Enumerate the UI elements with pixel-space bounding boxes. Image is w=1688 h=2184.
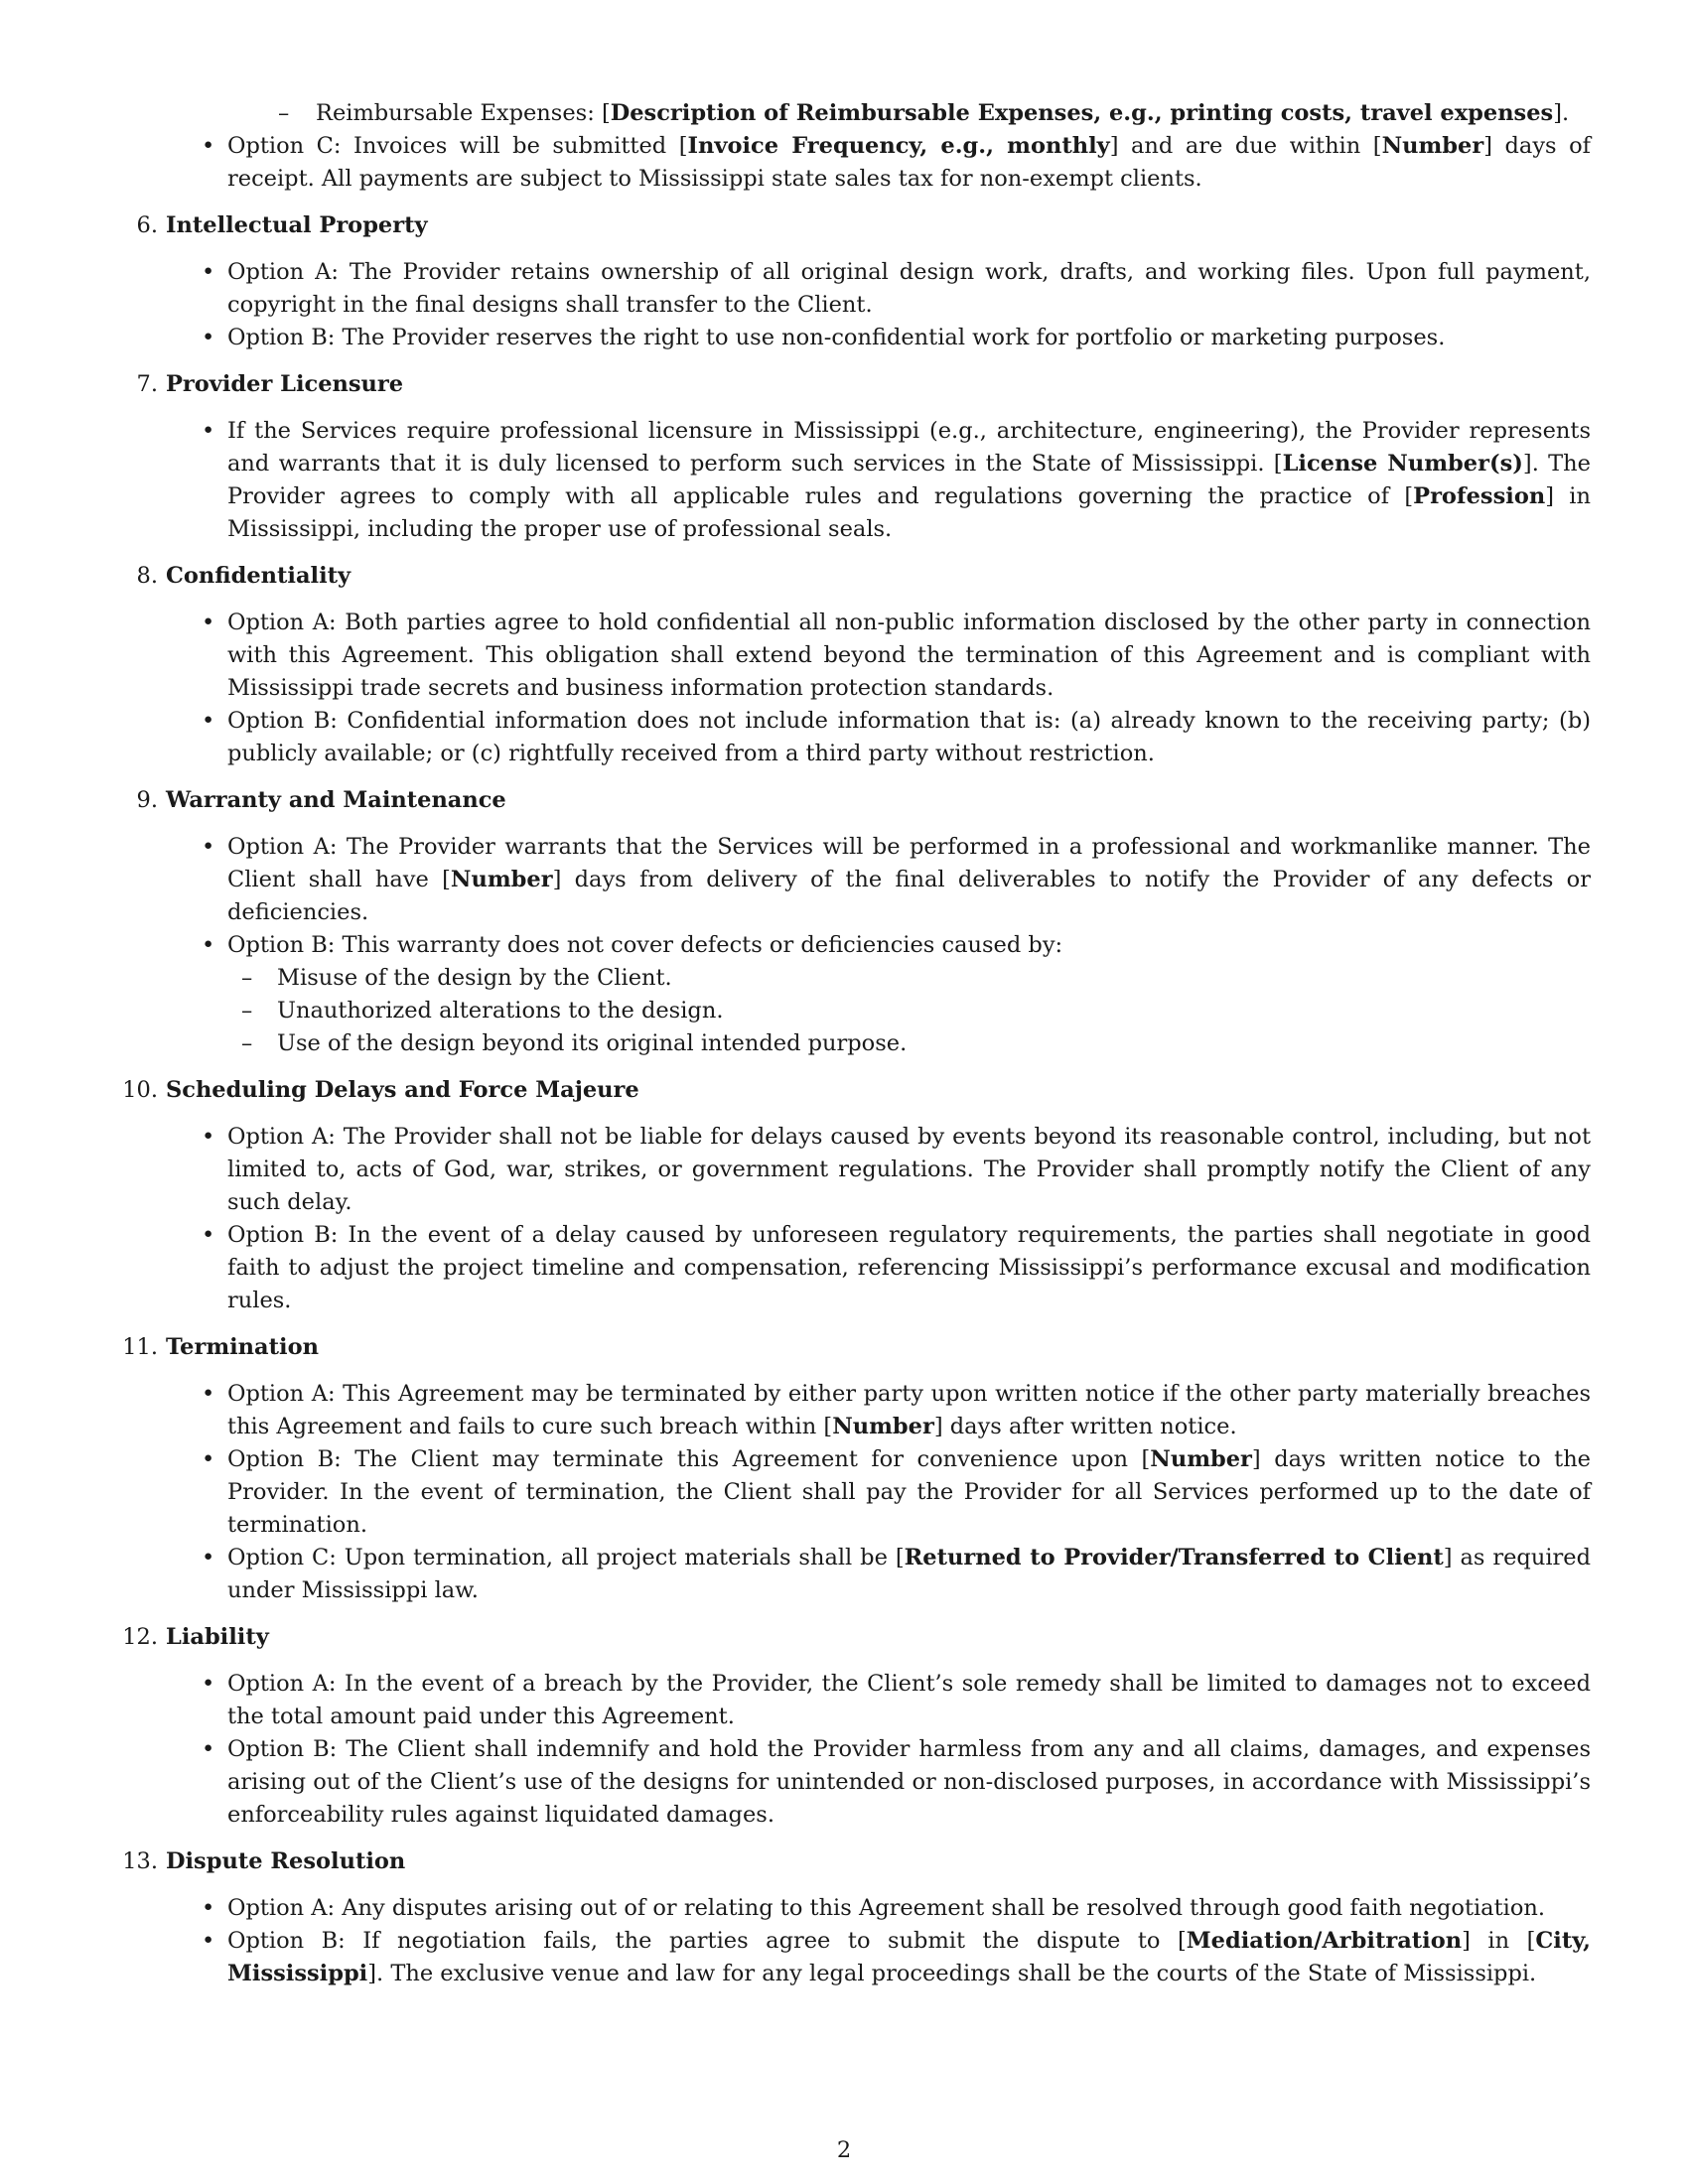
option-b: • Option B: If negotiation fails, the parties agree to submit the dispute to [Mediation/Arbitration] in [City, Mississippi]. The exclusive venue and law for any legal proceedings shall be the courts of the State of Mississippi. [202,1928,1591,1986]
option-a: • Option A: The Provider retains ownership of all original design work, drafts, and working files. Upon full payment, copyright in the final designs shall transfer to the Client. [202,259,1591,318]
section-options [166,1378,1591,1607]
option-a: • Option A: Any disputes arising out of or relating to this Agreement shall be resolved through good faith negotiation. [202,1895,1546,1921]
option-a: • Option A: The Provider warrants that the Services will be performed in a professional and workmanlike manner. The Client shall have [Number] days from delivery of the final deliverables to notify the Provider of any defects or deficiencies. [202,834,1591,925]
placeholder-number: Number [1381,133,1484,159]
option-b: • Option B: The Client shall indemnify and hold the Provider harmless from any and all claims, damages, and expenses arising out of the Client’s use of the designs for unintended or non-disclosed purposes, in accordance with Mississippi’s enforceability rules against liquidated damages. [202,1736,1591,1828]
section-title: Dispute Resolution [166,1848,406,1874]
list-item: – Use of the design beyond its original intended purpose. [241,1030,908,1056]
section-heading [122,1331,1591,1364]
section-options [166,831,1591,1060]
option-b: • Option B: The Client may terminate this Agreement for convenience upon [Number] days written notice to the Provider. In the event of termination, the Client shall pay the Provider for all Services performed up to the date of termination. [202,1446,1591,1538]
section-options [166,1892,1591,1990]
section-heading [136,368,1591,401]
section-title: Liability [166,1624,269,1650]
bullet-marker: • [202,133,215,159]
section-title: Warranty and Maintenance [166,787,506,813]
section-heading [136,560,1591,593]
section-options [166,1668,1591,1832]
section-options [166,1121,1591,1317]
section-heading [122,1621,1591,1654]
payment-options-list [166,130,1591,196]
section-number: 10. [122,1077,158,1103]
section-intellectual-property [136,209,1591,354]
section-scheduling-delays [122,1074,1591,1317]
placeholder-profession: Profession [1413,483,1546,509]
page-number: 2 [836,2137,852,2163]
placeholder-reimbursable-expenses: Description of Reimbursable Expenses, e.g., printing costs, travel expenses [610,100,1554,126]
option-c: • Option C: Upon termination, all project materials shall be [Returned to Provider/Transferred to Client] as required under Mississippi law. [202,1545,1591,1603]
section-title: Confidentiality [166,563,352,589]
section-number: 11. [122,1334,158,1360]
section-confidentiality [136,560,1591,770]
section-number: 13. [122,1848,158,1874]
section-liability [122,1621,1591,1832]
option-a: • Option A: This Agreement may be terminated by either party upon written notice if the other party materially breaches this Agreement and fails to cure such breach within [Number] days after written notice. [202,1381,1591,1439]
reimbursable-expenses-item: – Reimbursable Expenses: [Description of Reimbursable Expenses, e.g., printing costs, travel expenses]. [278,97,1591,130]
section-options [166,607,1591,770]
warranty-exclusions-list [227,962,1591,1060]
section-provider-licensure [136,368,1591,546]
section-number: 9. [136,787,158,813]
option-a: • Option A: The Provider shall not be liable for delays caused by events beyond its reasonable control, including, but not limited to, acts of God, war, strikes, or government regulations. The Provider shall promptly notify the Client of any such delay. [202,1124,1591,1215]
section-heading [122,1845,1591,1878]
section-options [166,415,1591,546]
section-title: Termination [166,1334,319,1360]
section-heading [136,209,1591,242]
document-body [122,97,1591,1990]
placeholder-mediation-arbitration: Mediation/Arbitration [1186,1928,1463,1954]
option-c-invoices: • Option C: Invoices will be submitted [Invoice Frequency, e.g., monthly] and are due within [Number] days of receipt. All payments are subject to Mississippi state sales tax for non-exempt clients. [166,130,1591,196]
list-item: – Unauthorized alterations to the design. [241,998,724,1024]
option-a: • Option A: Both parties agree to hold confidential all non-public information disclosed by the other party in connection with this Agreement. This obligation shall extend beyond the termination of this Agreement and is compliant with Mississippi trade secrets and business information protection standards. [202,610,1591,701]
section-dispute-resolution [122,1845,1591,1990]
licensure-clause: • If the Services require professional licensure in Mississippi (e.g., architecture, engineering), the Provider represents and warrants that it is duly licensed to perform such services in the State of Mississippi. [License Number(s)]. The Provider agrees to comply with all applicable rules and regulations governing the practice of [Profession] in Mississippi, including the proper use of professional seals. [202,418,1591,542]
placeholder-number: Number [450,867,553,892]
placeholder-license-number: License Number(s) [1282,451,1523,477]
option-b: • Option B: In the event of a delay caused by unforeseen regulatory requirements, the parties shall negotiate in good faith to adjust the project timeline and compensation, referencing Mississippi’s performance excusal and modification rules. [202,1222,1591,1313]
list-item: – Misuse of the design by the Client. [241,965,672,991]
placeholder-invoice-frequency: Invoice Frequency, e.g., monthly [687,133,1110,159]
section-termination [122,1331,1591,1607]
section-number: 12. [122,1624,158,1650]
option-b: • Option B: This warranty does not cover defects or deficiencies caused by: – Misuse of the design by the Client. – Unauthorized alterations to the design. – Use of the design beyond its original intended purpose. [166,929,1591,1060]
placeholder-number: Number [1150,1446,1252,1472]
section-number: 8. [136,563,158,589]
section-number: 7. [136,371,158,397]
dash-marker: – [278,100,290,126]
section-heading [122,1074,1591,1107]
section-options [166,256,1591,354]
placeholder-materials-disposition: Returned to Provider/Transferred to Client [904,1545,1444,1570]
section-heading [136,784,1591,817]
section-number: 6. [136,212,158,238]
placeholder-number: Number [832,1414,934,1439]
option-b: • Option B: The Provider reserves the right to use non-confidential work for portfolio or marketing purposes. [202,325,1446,350]
placeholder-city: City, Mississippi [227,1928,1591,1986]
section-title: Intellectual Property [166,212,428,238]
section-title: Provider Licensure [166,371,404,397]
option-b: • Option B: Confidential information does not include information that is: (a) already known to the receiving party; (b) publicly available; or (c) rightfully received from a third party without restriction. [202,708,1591,766]
section-warranty-maintenance [136,784,1591,1060]
section-title: Scheduling Delays and Force Majeure [166,1077,639,1103]
option-a: • Option A: In the event of a breach by the Provider, the Client’s sole remedy shall be limited to damages not to exceed the total amount paid under this Agreement. [202,1671,1591,1729]
